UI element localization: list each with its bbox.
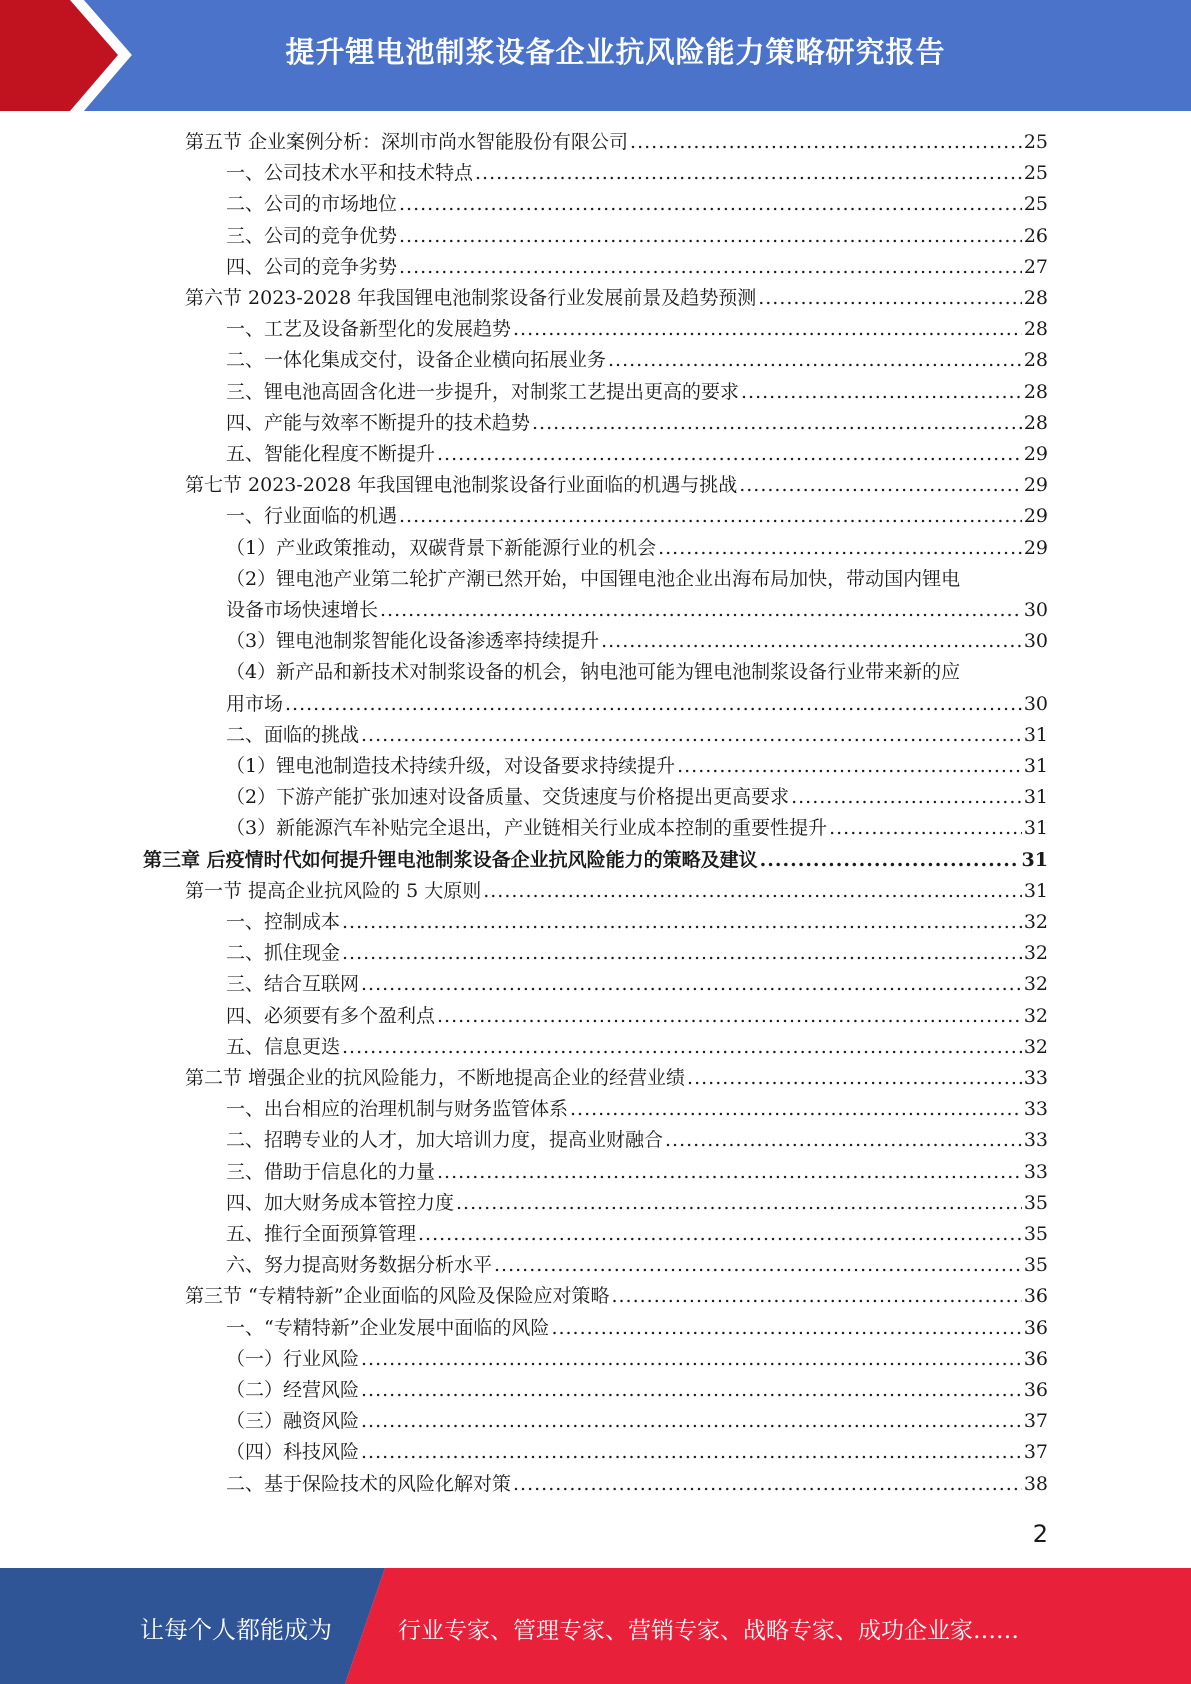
toc-page-number: 29 [1023,443,1048,465]
toc-dot-leader [361,720,1022,751]
toc-dot-leader [551,1313,1021,1344]
toc-subsection-entry[interactable] [226,595,1048,626]
toc-page-number: 33 [1023,1098,1048,1121]
toc-page-number: 32 [1023,1004,1048,1027]
toc-entry-text: 第七节 2023-2028 年我国锂电池制浆设备行业面临的机遇与挑战 [185,474,738,497]
toc-section-entry[interactable] [185,1281,1048,1312]
toc-entry-text: 二、基于保险技术的风险化解对策 [226,1472,512,1495]
toc-page-number: 35 [1023,1223,1048,1245]
toc-subsection-entry[interactable] [226,907,1048,938]
toc-subsection-entry[interactable] [226,1406,1048,1437]
toc-dot-leader [758,283,1022,314]
header-red-chevron [0,0,160,111]
toc-entry-text: 第五节 企业案例分析：深圳市尚水智能股份有限公司 [185,131,629,153]
toc-entry-text: 第二节 增强企业的抗风险能力，不断地提高企业的经营业绩 [185,1067,686,1089]
toc-dot-leader [687,1063,1022,1094]
toc-dot-leader [418,1219,1022,1250]
toc-subsection-entry[interactable] [226,1437,1048,1468]
toc-entry-text: 设备市场快速增长 [226,599,379,621]
toc-entry-text: （一）行业风险 [226,1347,360,1370]
toc-page-number: 31 [1023,817,1048,840]
toc-page-number: 36 [1023,1285,1048,1308]
toc-page-number: 36 [1023,1379,1048,1401]
toc-subsection-entry[interactable] [226,1375,1048,1406]
toc-subsection-entry[interactable] [226,782,1048,813]
toc-dot-leader [677,751,1022,782]
toc-page-number: 31 [1023,755,1048,777]
toc-page-number: 28 [1023,380,1048,403]
toc-entry-text: 二、一体化集成交付，设备企业横向拓展业务 [226,349,607,372]
toc-entry-text-lead: （2）锂电池产业第二轮扩产潮已然开始，中国锂电池企业出海布局加快，带动国内锂电 [226,567,961,590]
toc-page-number: 33 [1023,1129,1048,1152]
toc-dot-leader [437,1157,1022,1188]
toc-page-number: 35 [1023,1191,1048,1214]
toc-entry-text: （三）融资风险 [226,1410,360,1433]
toc-page-number: 33 [1023,1160,1048,1183]
toc-dot-leader [791,782,1022,813]
toc-subsection-entry[interactable] [226,751,1048,782]
toc-dot-leader [608,345,1022,376]
toc-subsection-entry[interactable] [226,501,1048,532]
toc-entry-text-lead: （4）新产品和新技术对制浆设备的机会，钠电池可能为锂电池制浆设备行业带来新的应 [226,661,961,684]
toc-page-number: 36 [1023,1316,1048,1339]
toc-dot-leader [494,1250,1022,1281]
toc-page-number: 29 [1023,505,1048,528]
toc-section-entry[interactable] [185,1063,1048,1094]
toc-dot-leader [829,813,1022,844]
toc-page-number: 31 [1021,848,1048,871]
toc-subsection-entry[interactable] [226,1250,1048,1281]
toc-dot-leader [399,221,1022,252]
toc-page-number: 37 [1023,1441,1048,1464]
toc-subsection-entry[interactable] [226,1032,1048,1063]
toc-chapter-entry[interactable] [143,845,1048,876]
toc-dot-leader [483,876,1022,907]
toc-page-number: 28 [1023,318,1048,341]
toc-section-entry[interactable] [185,127,1048,158]
toc-subsection-entry[interactable] [226,969,1048,1000]
toc-page-number: 31 [1023,723,1048,746]
toc-entry-text: 四、产能与效率不断提升的技术趋势 [226,411,531,434]
toc-dot-leader [665,1125,1022,1156]
toc-subsection-entry[interactable] [226,1188,1048,1219]
toc-page-number: 31 [1023,879,1048,902]
toc-section-entry[interactable] [185,876,1048,907]
toc-dot-leader [361,1344,1022,1375]
toc-entry-text: 四、必须要有多个盈利点 [226,1004,436,1027]
toc-entry-text: （1）锂电池制造技术持续升级，对设备要求持续提升 [226,755,676,777]
toc-entry-text: （3）新能源汽车补贴完全退出，产业链相关行业成本控制的重要性提升 [226,817,828,840]
toc-subsection-entry[interactable] [226,1157,1048,1188]
toc-subsection-entry[interactable] [226,626,1048,657]
toc-entry-text: （2）下游产能扩张加速对设备质量、交货速度与价格提出更高要求 [226,786,790,809]
toc-entry-text: 用市场 [226,692,284,715]
toc-dot-leader [361,1375,1022,1406]
toc-entry-text: 第六节 2023-2028 年我国锂电池制浆设备行业发展前景及趋势预测 [185,287,757,309]
toc-subsection-entry[interactable] [226,720,1048,751]
toc-subsection-entry[interactable] [226,1001,1048,1032]
toc-entry-text: 三、公司的竞争优势 [226,224,398,247]
toc-page-number: 27 [1023,255,1048,278]
toc-subsection-entry[interactable] [226,533,1048,564]
toc-page-number: 29 [1023,536,1048,559]
toc-entry-text: 五、智能化程度不断提升 [226,443,436,465]
toc-dot-leader [739,470,1022,501]
toc-entry-text: 五、信息更迭 [226,1035,341,1058]
toc-entry-text: （二）经营风险 [226,1379,360,1401]
toc-page-number: 32 [1023,942,1048,965]
toc-page-number: 25 [1023,193,1048,216]
toc-subsection-entry[interactable] [226,158,1048,189]
toc-entry-text: 第三节 “专精特新”企业面临的风险及保险应对策略 [185,1285,610,1308]
toc-entry-text: 二、面临的挑战 [226,723,360,746]
toc-entry-text: 一、公司技术水平和技术特点 [226,162,474,185]
toc-dot-leader [361,969,1022,1000]
toc-dot-leader [760,845,1020,876]
toc-entry-text: 五、推行全面预算管理 [226,1223,417,1245]
toc-page-number: 28 [1023,349,1048,372]
toc-entry-text: 三、结合互联网 [226,973,360,996]
toc-page-number: 25 [1023,162,1048,185]
toc-entry-text: 三、借助于信息化的力量 [226,1160,436,1183]
toc-page-number: 30 [1023,630,1048,653]
toc-section-entry[interactable] [185,283,1048,314]
toc-page-number: 36 [1023,1347,1048,1370]
toc-subsection-entry[interactable] [226,189,1048,220]
toc-entry-text: 六、努力提高财务数据分析水平 [226,1254,493,1277]
toc-dot-leader [513,1469,1022,1500]
toc-dot-leader [399,189,1022,220]
toc-page-number: 30 [1023,599,1048,621]
toc-dot-leader [475,158,1022,189]
toc-dot-leader [399,501,1022,532]
toc-dot-leader [361,1406,1022,1437]
toc-entry-text: 四、公司的竞争劣势 [226,255,398,278]
toc-page-number: 32 [1023,973,1048,996]
toc-subsection-entry[interactable] [226,1469,1048,1500]
toc-subsection-entry[interactable] [226,1313,1048,1344]
toc-dot-leader [570,1094,1022,1125]
toc-entry-text: （四）科技风险 [226,1441,360,1464]
toc-subsection-entry[interactable] [226,408,1048,439]
toc-dot-leader [437,1001,1022,1032]
toc-subsection-entry[interactable] [226,689,1048,720]
toc-page-number: 33 [1023,1067,1048,1089]
toc-subsection-entry[interactable] [226,252,1048,283]
toc-page-number: 32 [1023,911,1048,933]
toc-page-number: 31 [1023,786,1048,809]
page-number: 2 [1032,1520,1048,1548]
toc-page-number: 25 [1023,131,1048,153]
page-header [0,0,1191,111]
toc-dot-leader [611,1281,1021,1312]
toc-subsection-entry[interactable] [226,813,1048,844]
document-title: 提升锂电池制浆设备企业抗风险能力策略研究报告 [285,34,946,69]
toc-subsection-entry[interactable] [226,1094,1048,1125]
toc-subsection-entry[interactable] [226,1219,1048,1250]
toc-subsection-entry[interactable] [226,439,1048,470]
toc-dot-leader [741,377,1022,408]
toc-subsection-entry[interactable] [226,377,1048,408]
toc-dot-leader [285,689,1022,720]
toc-entry-text: 一、出台相应的治理机制与财务监管体系 [226,1098,569,1121]
toc-page-number: 28 [1023,411,1048,434]
toc-entry-text: 四、加大财务成本管控力度 [226,1191,455,1214]
toc-entry-text: 一、控制成本 [226,911,341,933]
toc-subsection-entry[interactable] [226,314,1048,345]
toc-entry-text: 第三章 后疫情时代如何提升锂电池制浆设备企业抗风险能力的策略及建议 [143,848,758,871]
toc-dot-leader [361,1437,1022,1468]
toc-entry-text: 第一节 提高企业抗风险的 5 大原则 [185,879,482,902]
toc-entry-text: 三、锂电池高固含化进一步提升，对制浆工艺提出更高的要求 [226,380,740,403]
toc-dot-leader [456,1188,1022,1219]
toc-section-entry[interactable] [185,470,1048,501]
toc-entry-text: 二、抓住现金 [226,942,341,965]
toc-entry-text: 一、“专精特新”企业发展中面临的风险 [226,1316,550,1339]
toc-subsection-entry[interactable] [226,221,1048,252]
toc-page-number: 35 [1023,1254,1048,1277]
toc-page-number: 28 [1023,287,1048,309]
toc-page-number: 26 [1023,224,1048,247]
toc-entry-text: 一、行业面临的机遇 [226,505,398,528]
toc-dot-leader [601,626,1022,657]
toc-page-number: 30 [1023,692,1048,715]
toc-subsection-entry[interactable] [226,1344,1048,1375]
toc-dot-leader [342,907,1022,938]
toc-entry-text: 二、招聘专业的人才，加大培训力度，提高业财融合 [226,1129,664,1152]
toc-entry-text: 二、公司的市场地位 [226,193,398,216]
toc-page-number: 29 [1023,474,1048,497]
toc-dot-leader [658,533,1022,564]
toc-page-number: 37 [1023,1410,1048,1433]
footer-slogan-left: 让每个人都能成为 [140,1616,332,1644]
toc-dot-leader [342,938,1022,969]
toc-dot-leader [437,439,1022,470]
toc-dot-leader [532,408,1022,439]
toc-dot-leader [513,314,1022,345]
toc-entry-text: 一、工艺及设备新型化的发展趋势 [226,318,512,341]
footer-slogan-right: 行业专家、管理专家、营销专家、战略专家、成功企业家…… [398,1618,1019,1644]
toc-subsection-entry[interactable] [226,345,1048,376]
toc-dot-leader [399,252,1022,283]
toc-subsection-entry[interactable] [226,938,1048,969]
toc-entry-text: （3）锂电池制浆智能化设备渗透率持续提升 [226,630,600,653]
toc-dot-leader [630,127,1022,158]
toc-subsection-entry[interactable] [226,1125,1048,1156]
toc-page-number: 32 [1023,1035,1048,1058]
toc-dot-leader [380,595,1022,626]
toc-dot-leader [342,1032,1022,1063]
toc-page-number: 38 [1023,1472,1048,1495]
toc-entry-text: （1）产业政策推动，双碳背景下新能源行业的机会 [226,536,657,559]
